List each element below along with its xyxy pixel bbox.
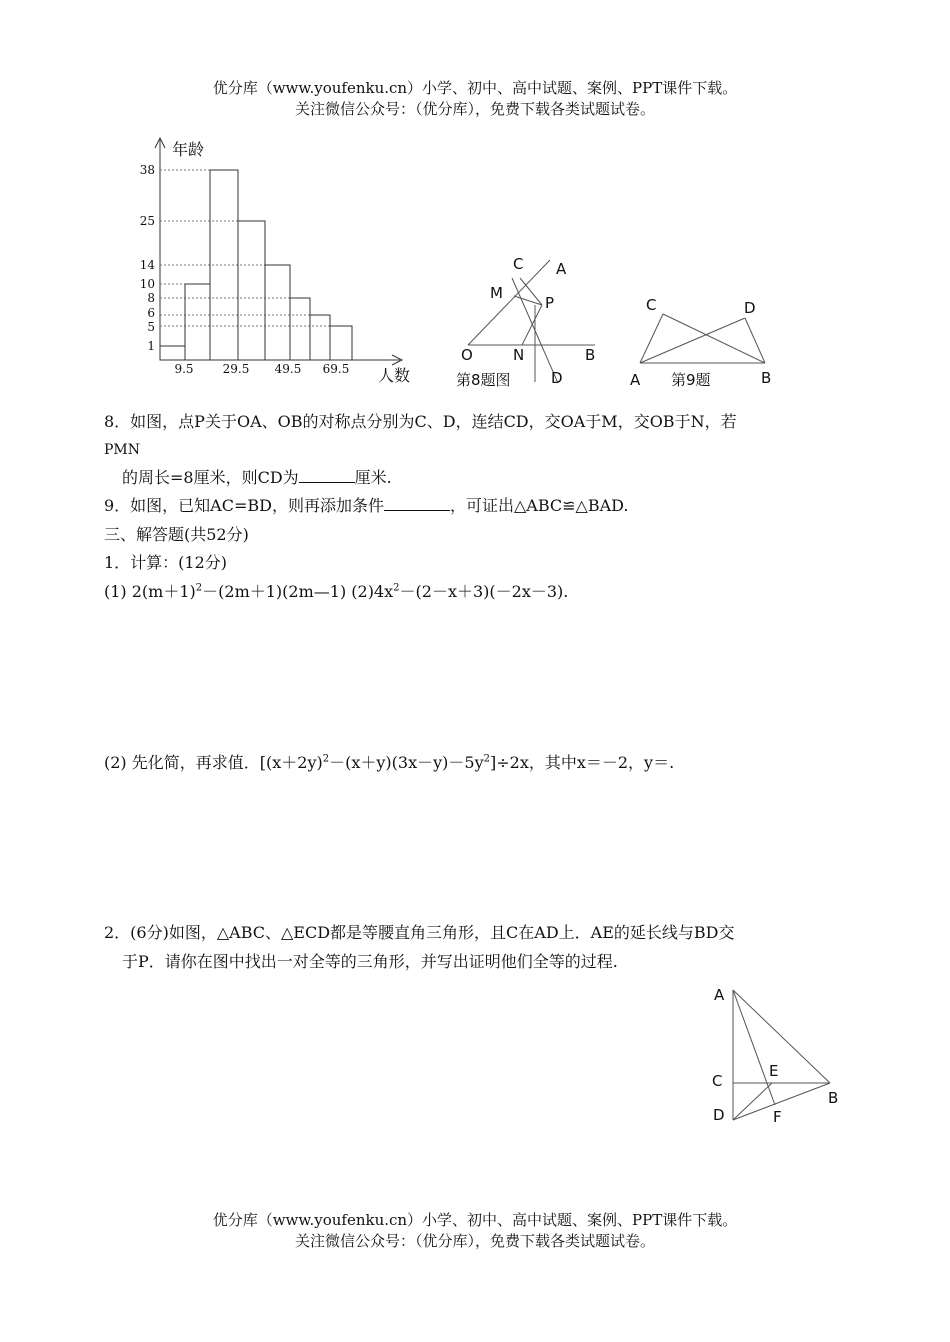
x-axis-label: 人数 bbox=[378, 366, 411, 385]
label-d: D bbox=[713, 1106, 725, 1124]
label-c: C bbox=[712, 1072, 723, 1090]
y-tick-8: 8 bbox=[147, 291, 155, 305]
q1-part2-exp1: 2 bbox=[322, 753, 330, 765]
bar-8 bbox=[330, 326, 352, 360]
segment-ab bbox=[733, 990, 830, 1083]
q2-line-1: 2．(6分)如图，△ABC、△ECD都是等腰直角三角形，且C在AD上．AE的延长线与BD交 bbox=[104, 923, 735, 942]
bar-5 bbox=[265, 265, 290, 360]
label-b: B bbox=[585, 346, 596, 364]
label-a: A bbox=[630, 371, 641, 389]
footer-line-2: 关注微信公众号：（优分库），免费下载各类试题试卷。 bbox=[294, 1232, 655, 1250]
bar-6 bbox=[290, 298, 310, 360]
bar-7 bbox=[310, 315, 330, 360]
bar-2 bbox=[185, 284, 210, 360]
y-tick-5: 5 bbox=[147, 320, 155, 334]
y-tick-6: 6 bbox=[147, 306, 155, 320]
q8-line-1: 8．如图，点P关于OA、OB的对称点分别为C、D，连结CD，交OA于M，交OB于N，若 bbox=[104, 412, 737, 431]
label-d: D bbox=[551, 369, 563, 387]
segment-bd bbox=[745, 318, 765, 363]
q1-part1-mid: －(2m＋1)(2m—1) (2)4x bbox=[202, 582, 394, 601]
q1-part2-end: ]÷2x，其中x＝－2，y＝. bbox=[489, 753, 675, 772]
q2-line-2: 于P．请你在图中找出一对全等的三角形，并写出证明他们全等的过程. bbox=[122, 952, 618, 971]
x-tick-49-5: 49.5 bbox=[274, 362, 302, 376]
q9-answer-blank[interactable] bbox=[384, 496, 450, 511]
y-axis-label: 年龄 bbox=[172, 140, 205, 159]
ray-oa bbox=[468, 260, 550, 345]
label-b: B bbox=[761, 369, 772, 387]
label-c: C bbox=[646, 296, 657, 314]
q8-text-a: 的周长=8厘米，则CD为 bbox=[122, 468, 299, 487]
q9-text-b: ，可证出△ABC≌△BAD. bbox=[449, 496, 629, 515]
footer-line-1: 优分库（www.youfenku.cn）小学、初中、高中试题、案例、PPT课件下载。 bbox=[212, 1211, 738, 1229]
fig9-caption: 第9题 bbox=[671, 371, 711, 389]
bar-4 bbox=[238, 221, 265, 360]
figure-8 bbox=[450, 250, 610, 395]
label-e: E bbox=[769, 1062, 779, 1080]
segment-de bbox=[733, 1083, 772, 1120]
y-tick-25: 25 bbox=[139, 214, 155, 228]
header-line-2: 关注微信公众号：（优分库），免费下载各类试题试卷。 bbox=[294, 100, 655, 118]
x-tick-29-5: 29.5 bbox=[222, 362, 250, 376]
q1-part1-prefix: (1) 2(m＋1) bbox=[104, 582, 196, 601]
q1-part-1 bbox=[104, 581, 568, 603]
label-a: A bbox=[556, 260, 567, 278]
header-line-1: 优分库（www.youfenku.cn）小学、初中、高中试题、案例、PPT课件下载。 bbox=[212, 79, 738, 97]
q8-line-2: PMN bbox=[104, 442, 141, 458]
label-d: D bbox=[744, 299, 756, 317]
label-f: F bbox=[773, 1108, 782, 1125]
q8-answer-blank[interactable] bbox=[299, 468, 355, 483]
q1-part2-prefix: (2) 先化简，再求值．[(x＋2y) bbox=[104, 753, 323, 772]
label-n: N bbox=[513, 346, 525, 364]
y-tick-10: 10 bbox=[139, 277, 155, 291]
figure-q2 bbox=[700, 980, 850, 1125]
label-p: P bbox=[545, 294, 555, 312]
label-a: A bbox=[714, 986, 725, 1004]
label-b: B bbox=[828, 1089, 839, 1107]
q1-part2-exp2: 2 bbox=[483, 753, 490, 765]
y-tick-1: 1 bbox=[147, 339, 155, 353]
bar-1 bbox=[160, 346, 185, 360]
segment-bc bbox=[663, 314, 765, 363]
label-m: M bbox=[490, 284, 503, 302]
q9-line bbox=[104, 495, 629, 517]
q8-line-3 bbox=[122, 467, 392, 489]
x-tick-9-5: 9.5 bbox=[174, 362, 194, 376]
q1-title: 1．计算：(12分) bbox=[104, 553, 228, 572]
y-tick-38: 38 bbox=[139, 163, 155, 177]
x-tick-69-5: 69.5 bbox=[322, 362, 350, 376]
q1-part2-mid: －(x＋y)(3x－y)－5y bbox=[329, 753, 484, 772]
segment-ac bbox=[640, 314, 663, 363]
q8-text-b: 厘米. bbox=[354, 468, 392, 487]
section-3-title: 三、解答题(共52分) bbox=[104, 525, 249, 544]
fig8-caption: 第8题图 bbox=[456, 371, 511, 389]
label-c: C bbox=[513, 255, 524, 273]
label-o: O bbox=[461, 346, 473, 364]
segment-ad bbox=[640, 318, 745, 363]
y-tick-14: 14 bbox=[139, 258, 155, 272]
q1-part1-exp1: 2 bbox=[195, 582, 203, 594]
age-histogram bbox=[130, 135, 420, 390]
q9-text-a: 9．如图，已知AC=BD，则再添加条件 bbox=[104, 496, 384, 515]
q1-part1-exp2: 2 bbox=[393, 582, 400, 594]
q1-part1-end: －(2－x＋3)(－2x－3). bbox=[399, 582, 569, 601]
q1-part-2 bbox=[104, 752, 674, 774]
figure-9 bbox=[625, 290, 785, 395]
segment-af bbox=[733, 990, 775, 1105]
